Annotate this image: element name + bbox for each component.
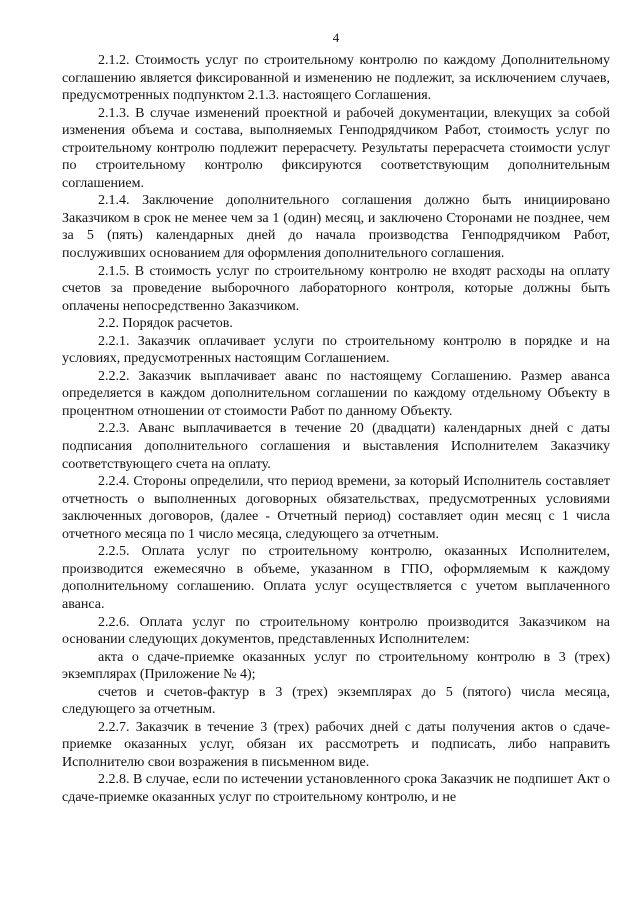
paragraph-2-2-7: 2.2.7. Заказчик в течение 3 (трех) рабочих дней с даты получения актов о сдаче-приемке оказанных услуг, обязан их рассмотреть и подписать, либо направить Исполнителю свои возражения в письменном виде. xyxy=(62,719,610,770)
paragraph-2-1-3: 2.1.3. В случае изменений проектной и рабочей документации, влекущих за собой изменения объема и состава, выполняемых Генподрядчиком Работ, стоимость услуг по строительному контролю подлежит перерасчету. Результаты перерасчета стоимости услуг по строительному контролю фиксируются соответствующим дополнительным соглашением. xyxy=(62,105,610,191)
paragraph-2-1-5: 2.1.5. В стоимость услуг по строительному контролю не входят расходы на оплату счетов за проведение выборочного лабораторного контроля, которые должны быть оплачены непосредственно Заказчиком. xyxy=(62,263,610,314)
paragraph-2-1-4: 2.1.4. Заключение дополнительного соглашения должно быть инициировано Заказчиком в срок не менее чем за 1 (один) месяц, и заключено Сторонами не позднее, чем за 5 (пять) календарных дней до начала производства Генподрядчиком Работ, послуживших основанием для оформления дополнительного соглашения. xyxy=(62,193,610,262)
paragraph-2-2-6: 2.2.6. Оплата услуг по строительному контролю производится Заказчиком на основании следующих документов, представленных Исполнителем: xyxy=(62,614,610,648)
paragraph-2-2-8: 2.2.8. В случае, если по истечении установленного срока Заказчик не подпишет Акт о сдаче-приемке оказанных услуг по строительному контролю, и не xyxy=(62,772,610,805)
paragraph-2-2-5: 2.2.5. Оплата услуг по строительному контролю, оказанных Исполнителем, производится ежемесячно в объеме, указанном в ГПО, оформляемым к каждому дополнительному соглашению. Оплата услуг осуществляется с учетом выплаченного аванса. xyxy=(62,544,610,612)
paragraph-2-2-4: 2.2.4. Стороны определили, что период времени, за который Исполнитель составляет отчетность о выполненных договорных обязательствах, предусмотренных условиями заключенных договоров, (далее - Отчетный период) составляет один месяц с 1 числа отчетного месяца по 1 число месяца, следующего за отчетным. xyxy=(62,474,610,542)
page-number: 4 xyxy=(332,30,340,45)
section-heading-2-2: 2.2. Порядок расчетов. xyxy=(98,316,233,332)
paragraph-2-2-2: 2.2.2. Заказчик выплачивает аванс по настоящему Соглашению. Размер аванса определяется в каждом дополнительном соглашении по каждому отдельному Объекту в процентном отношении от стоимости Работ по данному Объекту. xyxy=(62,368,610,419)
paragraph-2-1-2: 2.1.2. Стоимость услуг по строительному контролю по каждому Дополнительному соглашению является фиксированной и изменению не подлежит, за исключением случаев, предусмотренных подпунктом 2.1.3. настоящего Соглашения. xyxy=(62,53,610,104)
list-item-invoices: счетов и счетов-фактур в 3 (трех) экземплярах до 5 (пятого) числа месяца, следующего за отчетным. xyxy=(62,684,610,718)
list-item-act: акта о сдаче-приемке оказанных услуг по строительному контролю в 3 (трех) экземплярах (Приложение № 4); xyxy=(62,649,610,683)
paragraph-2-2-1: 2.2.1. Заказчик оплачивает услуги по строительному контролю в порядке и на условиях, предусмотренных настоящим Соглашением. xyxy=(62,333,610,367)
paragraph-2-2-3: 2.2.3. Аванс выплачивается в течение 20 (двадцати) календарных дней с даты подписания дополнительного соглашения и выставления Исполнителем Заказчику соответствующего счета на оплату. xyxy=(62,421,610,472)
